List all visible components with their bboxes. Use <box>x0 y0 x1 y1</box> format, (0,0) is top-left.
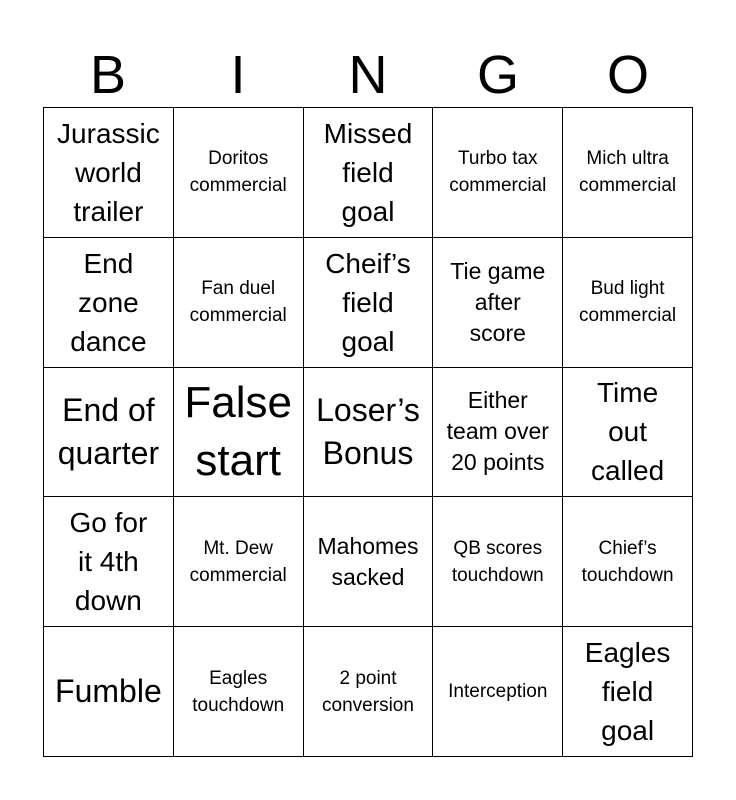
bingo-board <box>43 107 693 757</box>
bingo-cell[interactable] <box>174 238 304 368</box>
bingo-cell[interactable] <box>174 108 304 238</box>
header-letter-n: N <box>348 45 388 105</box>
bingo-cell-label: 2 point conversion <box>322 667 414 716</box>
bingo-cell[interactable] <box>174 497 304 627</box>
bingo-cell[interactable] <box>563 108 693 238</box>
bingo-cell-label: Fan duel commercial <box>189 278 287 327</box>
bingo-cell-label: Fumble <box>55 673 162 710</box>
bingo-cell-label: End zone dance <box>70 247 147 357</box>
bingo-cell[interactable] <box>563 368 693 498</box>
bingo-cell[interactable] <box>433 238 563 368</box>
bingo-cell[interactable] <box>563 238 693 368</box>
bingo-cell[interactable] <box>433 497 563 627</box>
bingo-cell-label: False start <box>184 377 292 485</box>
bingo-cell[interactable] <box>304 497 434 627</box>
header-letter-i: I <box>230 45 246 105</box>
bingo-cell-label: Go for it 4th down <box>69 507 148 617</box>
bingo-cell-label: End of quarter <box>57 391 160 471</box>
bingo-cell[interactable] <box>433 627 563 757</box>
bingo-cell-label: Turbo tax commercial <box>449 148 547 197</box>
header-letter-b: B <box>89 45 127 105</box>
bingo-cell-label: Mahomes sacked <box>317 532 419 590</box>
bingo-cell[interactable] <box>304 368 434 498</box>
bingo-cell[interactable] <box>174 627 304 757</box>
bingo-cell[interactable] <box>304 627 434 757</box>
bingo-cell[interactable] <box>44 497 174 627</box>
bingo-cell-label: Interception <box>448 681 548 703</box>
bingo-cell-label: Either team over 20 points <box>446 387 549 476</box>
bingo-cell-label: Loser’s Bonus <box>316 391 420 471</box>
bingo-cell-label: QB scores touchdown <box>451 537 544 586</box>
bingo-cell[interactable] <box>433 108 563 238</box>
bingo-cell[interactable] <box>563 627 693 757</box>
bingo-cell[interactable] <box>174 368 304 498</box>
bingo-header <box>43 46 693 104</box>
bingo-cell-label: Eagles field goal <box>584 637 671 747</box>
bingo-cell[interactable] <box>304 238 434 368</box>
bingo-cell[interactable] <box>44 108 174 238</box>
header-letter-o: O <box>606 45 649 105</box>
bingo-cell-label: Missed field goal <box>323 117 413 227</box>
header-letter-g: G <box>476 45 519 105</box>
bingo-cell-label: Doritos commercial <box>189 148 287 197</box>
bingo-cell[interactable] <box>304 108 434 238</box>
bingo-cell-label: Eagles touchdown <box>192 667 285 716</box>
bingo-cell-label: Mt. Dew commercial <box>189 537 287 586</box>
bingo-cell[interactable] <box>44 368 174 498</box>
bingo-cell-label: Time out called <box>591 377 665 487</box>
bingo-cell[interactable] <box>44 627 174 757</box>
bingo-cell-label: Cheif’s field goal <box>325 247 411 357</box>
bingo-cell-label: Bud light commercial <box>579 278 677 327</box>
bingo-cell-label: Mich ultra commercial <box>579 148 677 197</box>
bingo-cell-label: Chief’s touchdown <box>581 537 674 586</box>
bingo-cell[interactable] <box>433 368 563 498</box>
bingo-cell[interactable] <box>563 497 693 627</box>
bingo-cell[interactable] <box>44 238 174 368</box>
bingo-cell-label: Tie game after score <box>450 257 546 346</box>
bingo-cell-label: Jurassic world trailer <box>57 117 160 227</box>
